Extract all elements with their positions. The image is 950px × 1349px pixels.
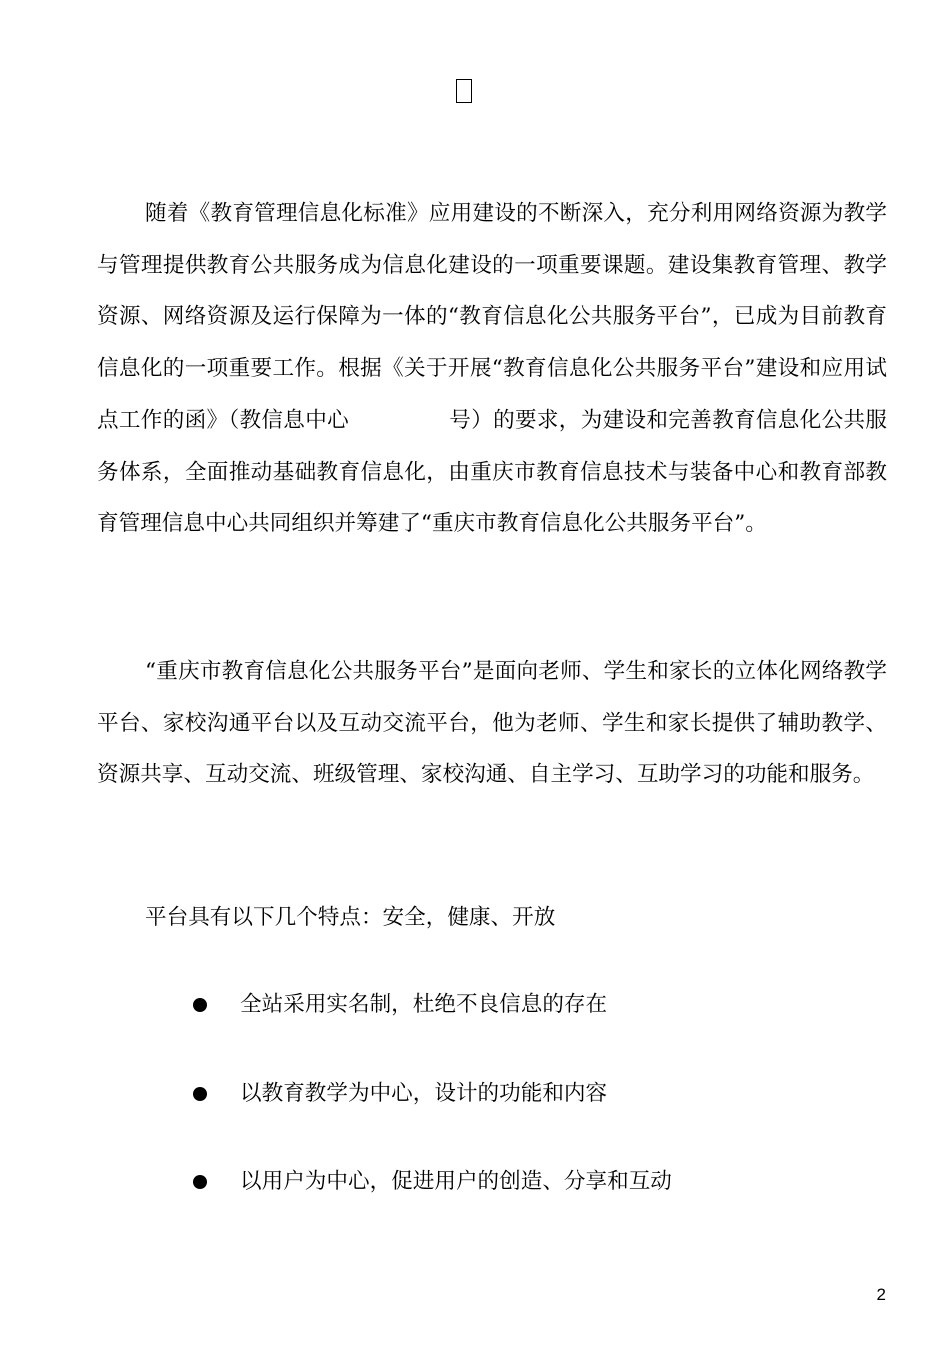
feature-list-item-text: 以用户为中心，促进用户的创造、分享和互动 [240,1169,672,1194]
paragraph-features-intro: 平台具有以下几个特点：安全，健康、开放 [145,905,556,930]
feature-list-item-text: 以教育教学为中心，设计的功能和内容 [240,1081,608,1106]
feature-list-item [193,1080,608,1108]
paragraph-intro-part1: 随着《教育管理信息化标准》应用建设的不断深入，充分利用网络资源为教学与管理提供教育公共服务成为信息化建设的一项重要课题。建设集教育管理、教学资源、网络资源及运行保障为一体的“教育信息化公共服务平台”，已成为目前教育信息化的一项重要工作。根据《关于开展“教育信息化公共服务平台”建设和应用试点工作的函》（教信息中心 [97,201,887,433]
bullet-dot-icon [193,998,207,1012]
paragraph-platform-description: “重庆市教育信息化公共服务平台”是面向老师、学生和家长的立体化网络教学平台、家校沟通平台以及互动交流平台，他为老师、学生和家长提供了辅助教学、资源共享、互动交流、班级管理、家校沟通、自主学习、互助学习的功能和服务。 [97,659,887,788]
feature-list-item [193,1168,672,1196]
feature-list-item-text: 全站采用实名制，杜绝不良信息的存在 [240,992,608,1017]
bullet-dot-icon [193,1087,207,1101]
page-number: 2 [876,1285,886,1304]
bullet-dot-icon [193,1175,207,1189]
paragraph-intro [97,188,887,550]
paragraph-intro-part2: 号）的要求，为建设和完善教育信息化公共服务体系，全面推动基础教育信息化，由重庆市教育信息技术与装备中心和教育部教育管理信息中心共同组织并筹建了“重庆市教育信息化公共服务平台”。 [97,407,887,537]
feature-list-item [193,991,608,1019]
missing-glyph-title [456,79,472,103]
